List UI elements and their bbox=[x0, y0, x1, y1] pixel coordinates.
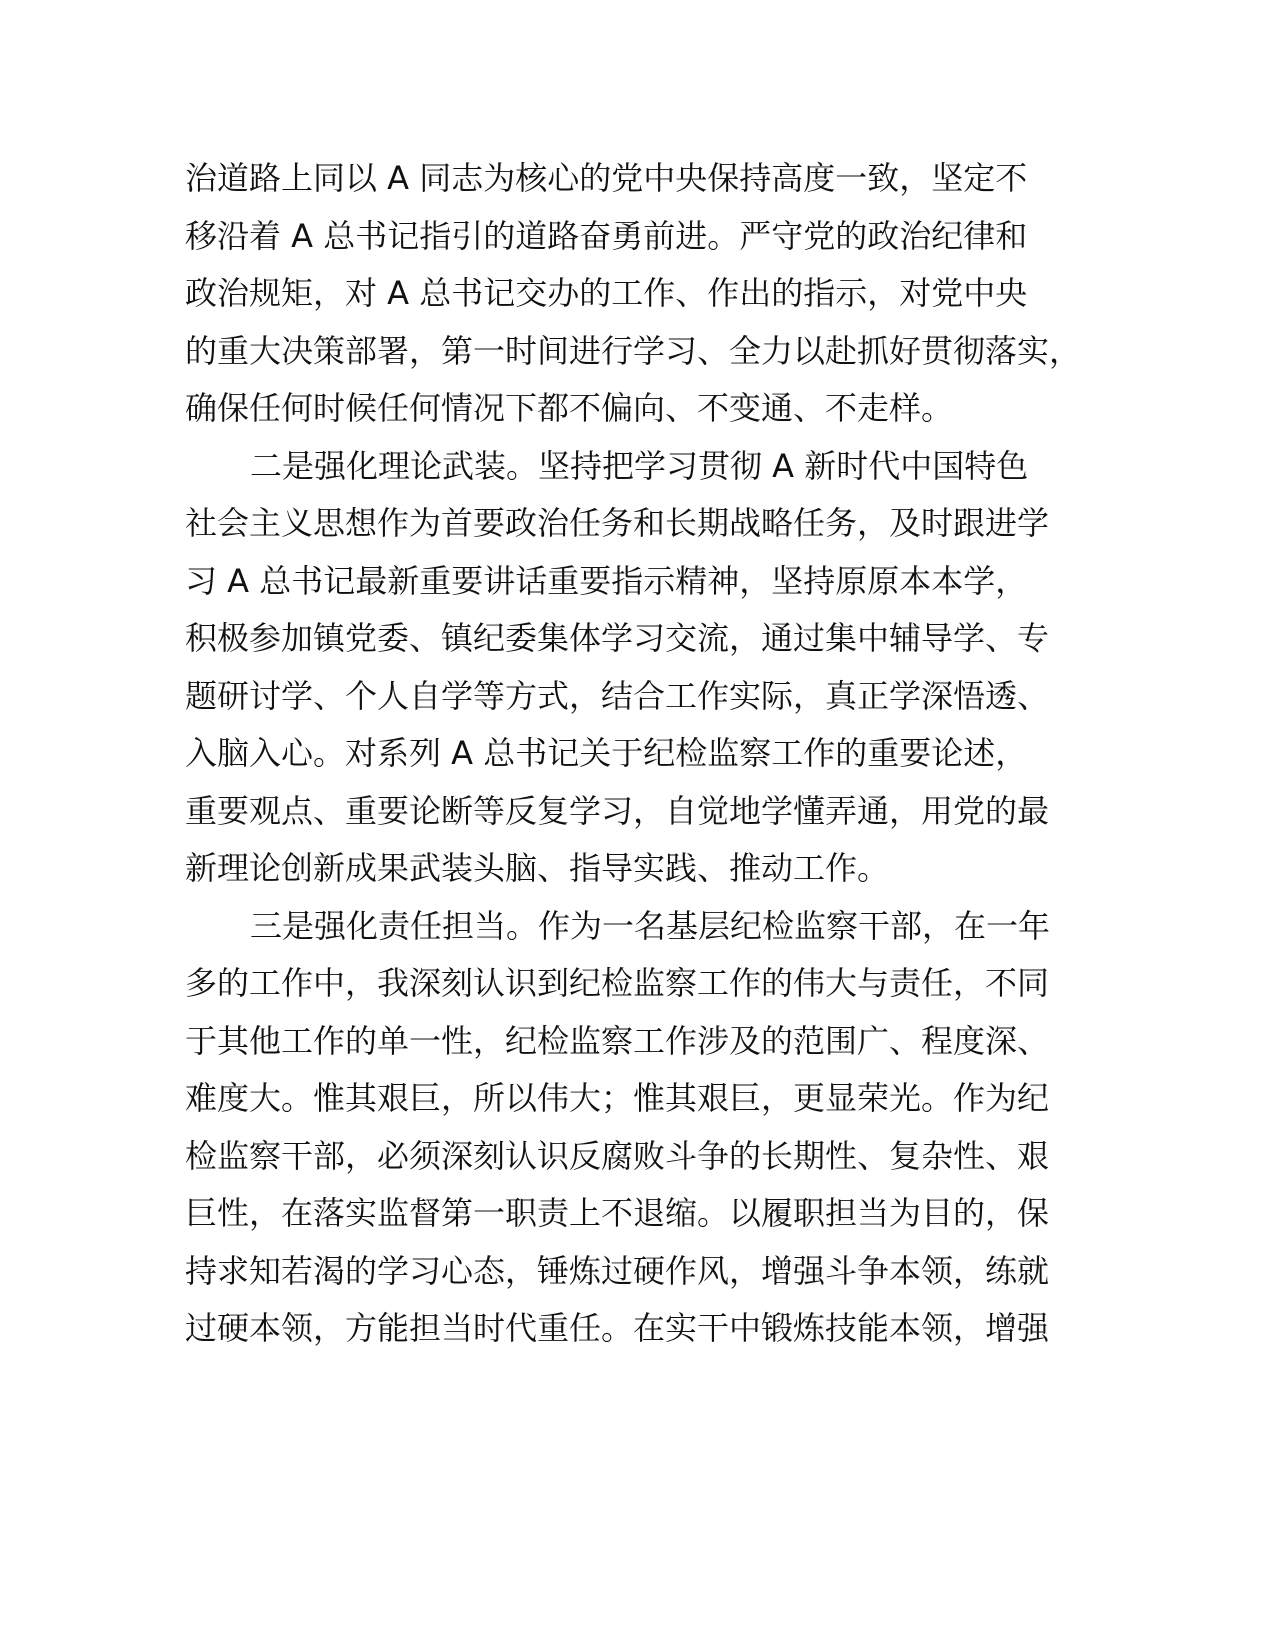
paragraph-3-line-1: 三是强化责任担当。作为一名基层纪检监察干部，在一年 bbox=[250, 906, 1051, 945]
text-line-15: 多的工作中，我深刻认识到纪检监察工作的伟大与责任，不同 bbox=[185, 964, 1050, 1002]
text-line-4: 的重大决策部署，第一时间进行学习、全力以赴抓好贯彻落实， bbox=[185, 331, 1082, 370]
text-line-8: 习 A 总书记最新重要讲话重要指示精神，坚持原原本本学， bbox=[185, 561, 1028, 600]
text-line-5: 确保任何时候任何情况下都不偏向、不变通、不走样。 bbox=[185, 389, 954, 427]
text-line-9: 积极参加镇党委、镇纪委集体学习交流，通过集中辅导学、专 bbox=[185, 619, 1050, 657]
text-line-21: 过硬本领，方能担当时代重任。在实干中锻炼技能本领，增强 bbox=[185, 1309, 1050, 1347]
text-line-7: 社会主义思想作为首要政治任务和长期战略任务，及时跟进学 bbox=[185, 504, 1050, 542]
text-line-10: 题研讨学、个人自学等方式，结合工作实际，真正学深悟透、 bbox=[185, 676, 1050, 715]
paragraph-2-line-1: 二是强化理论武装。坚持把学习贯彻 A 新时代中国特色 bbox=[250, 446, 1029, 485]
text-line-18: 检监察干部，必须深刻认识反腐败斗争的长期性、复杂性、艰 bbox=[185, 1136, 1050, 1175]
text-line-13: 新理论创新成果武装头脑、指导实践、推动工作。 bbox=[185, 849, 890, 887]
text-line-11: 入脑入心。对系列 A 总书记关于纪检监察工作的重要论述， bbox=[185, 734, 1028, 772]
document-body bbox=[185, 150, 1090, 1358]
text-line-12: 重要观点、重要论断等反复学习，自觉地学懂弄通，用党的最 bbox=[185, 791, 1050, 830]
text-line-16: 于其他工作的单一性，纪检监察工作涉及的范围广、程度深、 bbox=[185, 1021, 1050, 1060]
text-line-19: 巨性，在落实监督第一职责上不退缩。以履职担当为目的，保 bbox=[185, 1194, 1050, 1232]
text-line-17: 难度大。惟其艰巨，所以伟大；惟其艰巨，更显荣光。作为纪 bbox=[185, 1079, 1050, 1117]
text-line-1: 治道路上同以 A 同志为核心的党中央保持高度一致，坚定不 bbox=[185, 159, 1028, 197]
text-line-20: 持求知若渴的学习心态，锤炼过硬作风，增强斗争本领，练就 bbox=[185, 1251, 1050, 1290]
text-line-2: 移沿着 A 总书记指引的道路奋勇前进。严守党的政治纪律和 bbox=[185, 216, 1028, 255]
text-line-3: 政治规矩，对 A 总书记交办的工作、作出的指示，对党中央 bbox=[185, 274, 1028, 312]
